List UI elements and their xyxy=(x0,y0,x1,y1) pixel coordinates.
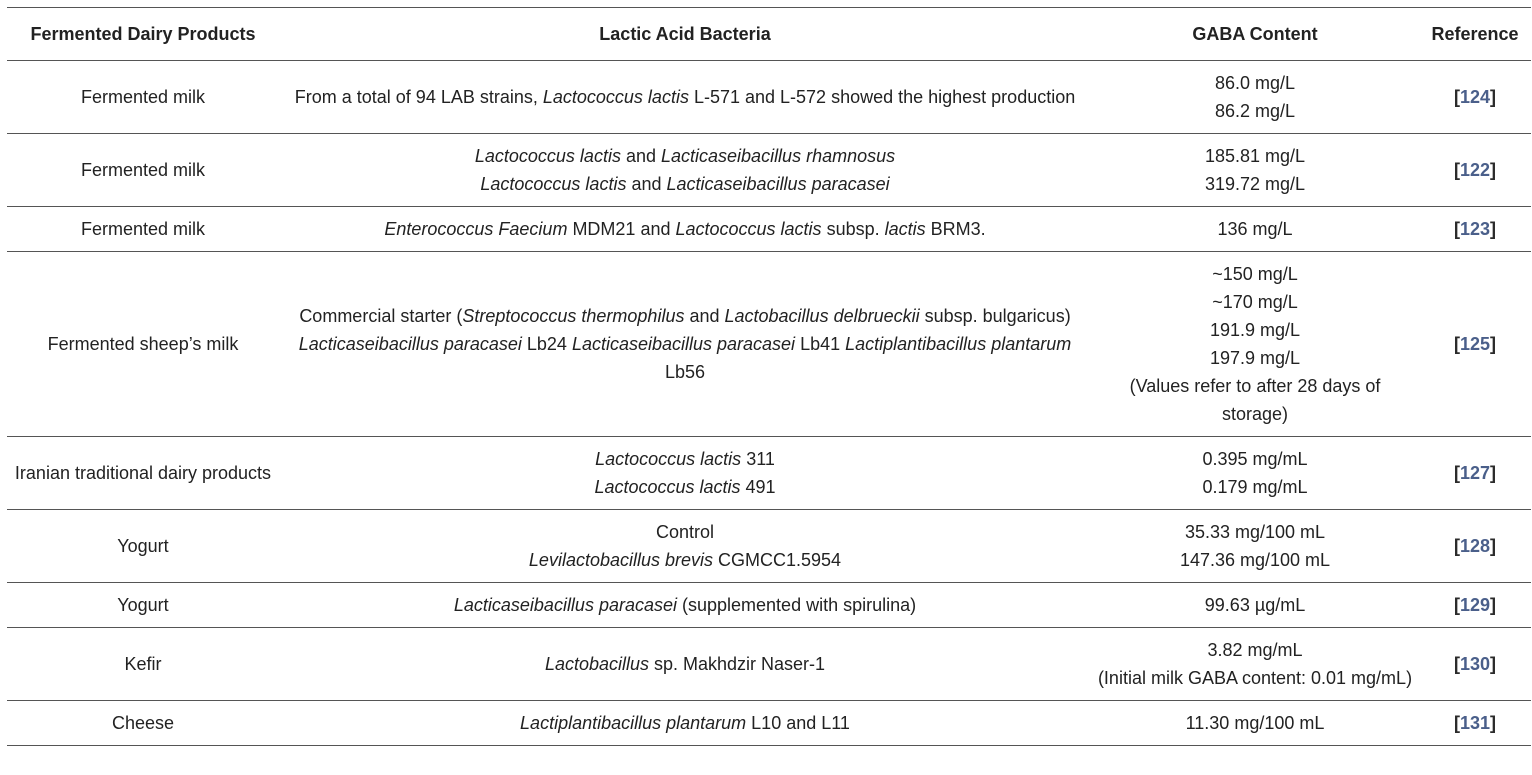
table-body xyxy=(7,61,1531,746)
bacteria-cell: Lactococcus lactis and Lacticaseibacillus rhamnosus Lactococcus lactis and Lacticaseibacillus paracasei xyxy=(279,134,1091,207)
gaba-cell xyxy=(1091,437,1419,510)
gaba-value: 197.9 mg/L xyxy=(1209,348,1301,368)
reference-link[interactable]: 125 xyxy=(1459,334,1491,354)
reference-link[interactable]: 129 xyxy=(1459,595,1491,615)
table-row xyxy=(7,134,1531,207)
product-cell: Fermented milk xyxy=(7,207,279,252)
gaba-cell xyxy=(1091,61,1419,134)
gaba-cell xyxy=(1091,252,1419,437)
product-cell: Fermented sheep’s milk xyxy=(7,252,279,437)
reference-cell: [131] xyxy=(1419,701,1531,746)
gaba-value: 35.33 mg/100 mL xyxy=(1184,522,1326,542)
bacteria-cell: Control Levilactobacillus brevis CGMCC1.5954 xyxy=(279,510,1091,583)
product-cell: Iranian traditional dairy products xyxy=(7,437,279,510)
gaba-cell xyxy=(1091,134,1419,207)
table-row xyxy=(7,510,1531,583)
header-bacteria: Lactic Acid Bacteria xyxy=(279,8,1091,61)
reference-link[interactable]: 131 xyxy=(1459,713,1491,733)
product-cell: Yogurt xyxy=(7,510,279,583)
gaba-cell xyxy=(1091,510,1419,583)
gaba-value: 0.395 mg/mL xyxy=(1202,449,1308,469)
gaba-value: 86.0 mg/L xyxy=(1214,73,1296,93)
reference-cell: [128] xyxy=(1419,510,1531,583)
gaba-cell xyxy=(1091,628,1419,701)
table-row xyxy=(7,583,1531,628)
gaba-value: 191.9 mg/L xyxy=(1209,320,1301,340)
reference-cell: [125] xyxy=(1419,252,1531,437)
table-header xyxy=(7,8,1531,61)
bacteria-cell: Enterococcus Faecium MDM21 and Lactococcus lactis subsp. lactis BRM3. xyxy=(279,207,1091,252)
table-row xyxy=(7,207,1531,252)
header-reference: Reference xyxy=(1419,8,1531,61)
reference-link[interactable]: 123 xyxy=(1459,219,1491,239)
reference-cell: [124] xyxy=(1419,61,1531,134)
reference-cell: [129] xyxy=(1419,583,1531,628)
gaba-cell xyxy=(1091,207,1419,252)
gaba-value: 147.36 mg/100 mL xyxy=(1179,550,1331,570)
product-cell: Cheese xyxy=(7,701,279,746)
gaba-value: 86.2 mg/L xyxy=(1214,101,1296,121)
product-cell: Fermented milk xyxy=(7,134,279,207)
reference-cell: [127] xyxy=(1419,437,1531,510)
gaba-value: 319.72 mg/L xyxy=(1204,174,1306,194)
bacteria-cell: From a total of 94 LAB strains, Lactococcus lactis L-571 and L-572 showed the highest production xyxy=(279,61,1091,134)
bacteria-cell: Lactococcus lactis 311 Lactococcus lactis 491 xyxy=(279,437,1091,510)
gaba-value: ~170 mg/L xyxy=(1212,292,1298,312)
gaba-dairy-table xyxy=(7,7,1531,746)
gaba-value: 185.81 mg/L xyxy=(1204,146,1306,166)
table-row xyxy=(7,437,1531,510)
reference-cell: [130] xyxy=(1419,628,1531,701)
bacteria-cell: Lactiplantibacillus plantarum L10 and L11 xyxy=(279,701,1091,746)
gaba-value: 11.30 mg/100 mL xyxy=(1185,713,1325,733)
gaba-value: (Values refer to after 28 days of storage) xyxy=(1129,376,1381,424)
gaba-value: 3.82 mg/mL xyxy=(1207,640,1303,660)
reference-cell: [123] xyxy=(1419,207,1531,252)
header-row xyxy=(7,8,1531,61)
gaba-cell xyxy=(1091,701,1419,746)
reference-link[interactable]: 124 xyxy=(1459,87,1491,107)
reference-link[interactable]: 122 xyxy=(1459,160,1491,180)
gaba-value: 136 mg/L xyxy=(1217,219,1293,239)
product-cell: Yogurt xyxy=(7,583,279,628)
gaba-value: ~150 mg/L xyxy=(1212,264,1298,284)
table-row xyxy=(7,628,1531,701)
product-cell: Kefir xyxy=(7,628,279,701)
gaba-value: 99.63 µg/mL xyxy=(1204,595,1306,615)
reference-link[interactable]: 130 xyxy=(1459,654,1491,674)
table-row xyxy=(7,701,1531,746)
table-row xyxy=(7,61,1531,134)
gaba-cell xyxy=(1091,583,1419,628)
reference-cell: [122] xyxy=(1419,134,1531,207)
header-gaba: GABA Content xyxy=(1091,8,1419,61)
gaba-value: 0.179 mg/mL xyxy=(1202,477,1308,497)
bacteria-cell: Lacticaseibacillus paracasei (supplemented with spirulina) xyxy=(279,583,1091,628)
reference-link[interactable]: 127 xyxy=(1459,463,1491,483)
table-row xyxy=(7,252,1531,437)
product-cell: Fermented milk xyxy=(7,61,279,134)
header-products: Fermented Dairy Products xyxy=(7,8,279,61)
bacteria-cell: Lactobacillus sp. Makhdzir Naser-1 xyxy=(279,628,1091,701)
reference-link[interactable]: 128 xyxy=(1459,536,1491,556)
gaba-value: (Initial milk GABA content: 0.01 mg/mL) xyxy=(1097,668,1413,688)
bacteria-cell: Commercial starter (Streptococcus thermophilus and Lactobacillus delbrueckii subsp. bulgaricus) Lacticaseibacillus paracasei Lb24 Lacticaseibacillus paracasei Lb41 Lactiplantibacillus plantarum Lb56 xyxy=(279,252,1091,437)
